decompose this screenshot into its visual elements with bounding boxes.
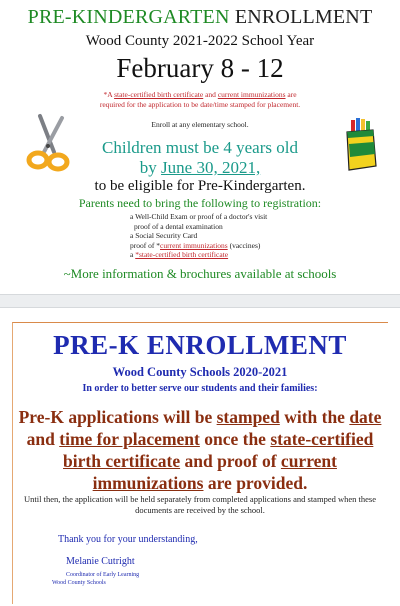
prek-subtitle: Wood County Schools 2020-2021 [112, 365, 288, 379]
thanks-text: Thank you for your understanding, [58, 534, 198, 545]
more-info: ~More information & brochures available at schools [63, 266, 337, 281]
list-item: proof of a dental examination [134, 221, 223, 231]
signature-role: Coordinator of Early Learning [66, 572, 140, 578]
age-requirement: Children must be 4 years old [102, 138, 298, 157]
signature-org: Wood County Schools [52, 580, 106, 586]
section-divider [0, 294, 400, 308]
title-pre-kindergarten: PRE-KINDERGARTEN [27, 6, 230, 28]
list-item: a Social Security Card [130, 231, 198, 240]
eligibility-text: to be eligible for Pre-Kindergarten. [94, 178, 306, 194]
enroll-any-school: Enroll at any elementary school. [151, 120, 249, 129]
cutoff-date: June 30, 2021, [161, 158, 261, 177]
flyer-title [0, 6, 400, 29]
crayon-box-icon [343, 116, 379, 172]
immunizations-link: current immunizations [217, 90, 286, 99]
signature-name: Melanie Cutright [66, 556, 135, 567]
title-enrollment: ENROLLMENT [234, 6, 373, 28]
prek-intro: In order to better serve our students and their families: [82, 383, 318, 394]
list-item: proof of *current immunizations (vaccines) [130, 240, 261, 250]
prek-title: PRE-K ENROLLMENT [53, 330, 347, 360]
enrollment-flyer-2021 [0, 0, 400, 294]
enrollment-flyer-2020 [0, 308, 400, 606]
scissors-icon [22, 112, 72, 174]
school-year: Wood County 2021-2022 School Year [85, 33, 315, 49]
main-statement: Pre-K applications will be stamped with the date and time for placement once the state-certified birth certificate and proof of current immunizations are provided. [18, 407, 382, 493]
documents-list [130, 212, 267, 260]
age-cutoff: by June 30, 2021, [139, 158, 261, 177]
parents-instruction: Parents need to bring the following to registration: [78, 196, 322, 210]
list-item: a Well-Child Exam or proof of a doctor's visit [130, 212, 268, 221]
requirement-note: *A state-certified birth certificate and current immunizations are required for the application to be date/time stamped for placement. [99, 90, 301, 109]
until-note: Until then, the application will be held separately from completed applications and stamped when these documents are received by the school. [24, 494, 376, 515]
birth-certificate-link: state-certified birth certificate [114, 90, 204, 99]
enrollment-dates: February 8 - 12 [116, 53, 284, 83]
list-item: a *state-certified birth certificate [130, 250, 229, 259]
